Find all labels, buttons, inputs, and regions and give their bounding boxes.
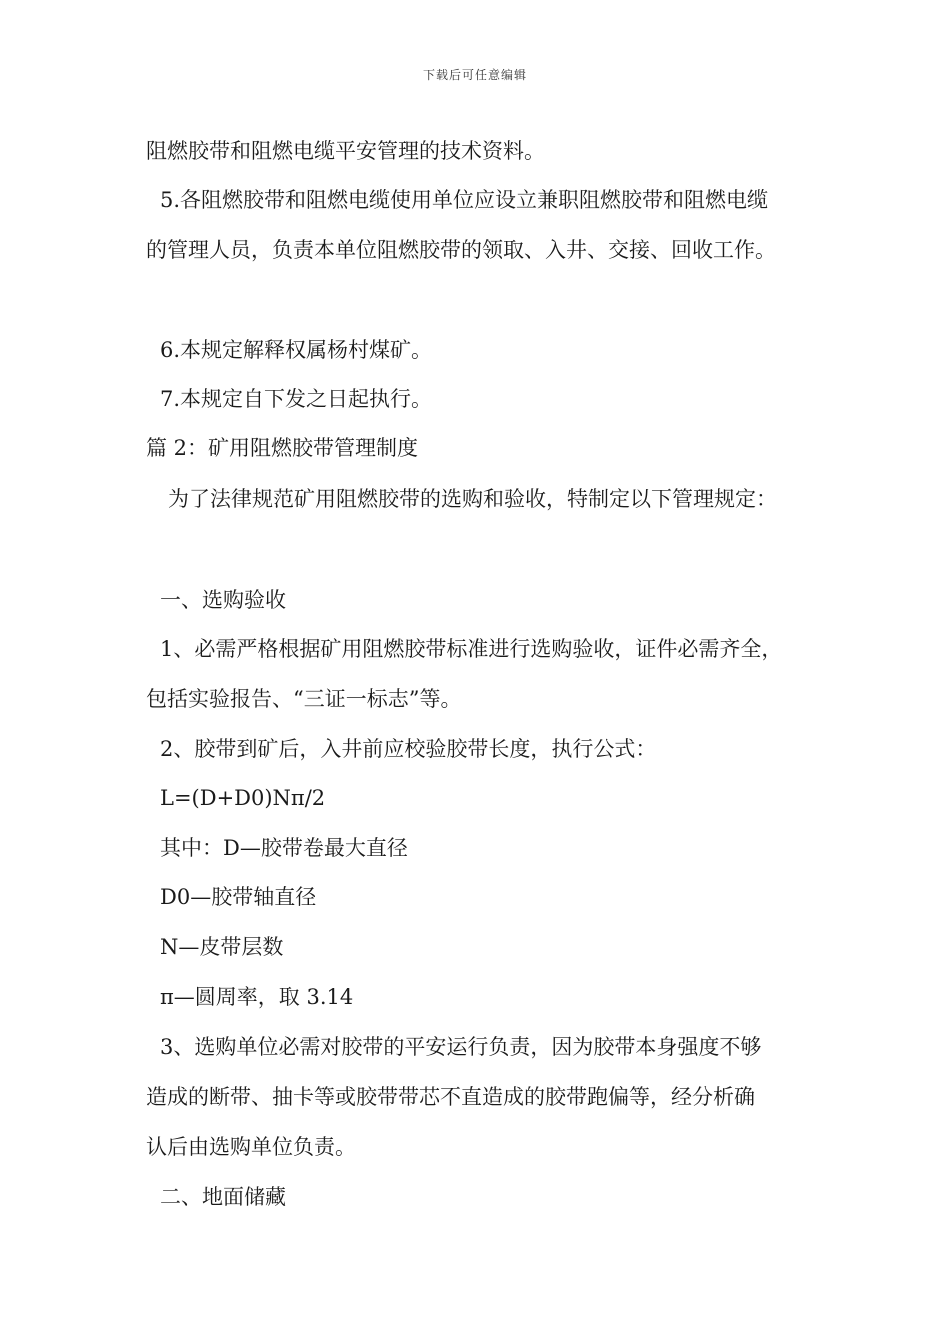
page-header: 下载后可任意编辑 (422, 68, 527, 82)
paragraph-line: 3、选购单位必需对胶带的平安运行负责，因为胶带本身强度不够 (160, 1035, 762, 1059)
formula-definition: π—圆周率，取 3.14 (160, 985, 354, 1009)
paragraph-line: 的管理人员，负责本单位阻燃胶带的领取、入井、交接、回收工作。 (146, 238, 776, 262)
paragraph-line: 认后由选购单位负责。 (146, 1135, 356, 1159)
section-heading: 一、选购验收 (160, 588, 286, 612)
paragraph-line: 7.本规定自下发之日起执行。 (160, 387, 433, 411)
formula-definition: N—皮带层数 (160, 935, 284, 959)
formula-line: L=(D+D0)Nπ/2 (160, 786, 326, 810)
paragraph-line: 5.各阻燃胶带和阻燃电缆使用单位应设立兼职阻燃胶带和阻燃电缆 (160, 188, 769, 212)
section-heading: 篇 2：矿用阻燃胶带管理制度 (146, 436, 419, 460)
paragraph-line: 造成的断带、抽卡等或胶带带芯不直造成的胶带跑偏等，经分析确 (146, 1085, 755, 1109)
paragraph-line: 包括实验报告、“三证一标志”等。 (146, 687, 462, 711)
paragraph-line: 为了法律规范矿用阻燃胶带的选购和验收，特制定以下管理规定： (168, 487, 777, 511)
formula-definition: 其中：D—胶带卷最大直径 (160, 836, 408, 860)
paragraph-line: 1、必需严格根据矿用阻燃胶带标准进行选购验收，证件必需齐全， (160, 637, 783, 661)
paragraph-line: 6.本规定解释权属杨村煤矿。 (160, 338, 433, 362)
paragraph-line: 2、胶带到矿后，入井前应校验胶带长度，执行公式： (160, 737, 657, 761)
formula-definition: D0—胶带轴直径 (160, 885, 317, 909)
paragraph-line: 阻燃胶带和阻燃电缆平安管理的技术资料。 (146, 139, 545, 163)
section-heading: 二、地面储藏 (160, 1185, 286, 1209)
